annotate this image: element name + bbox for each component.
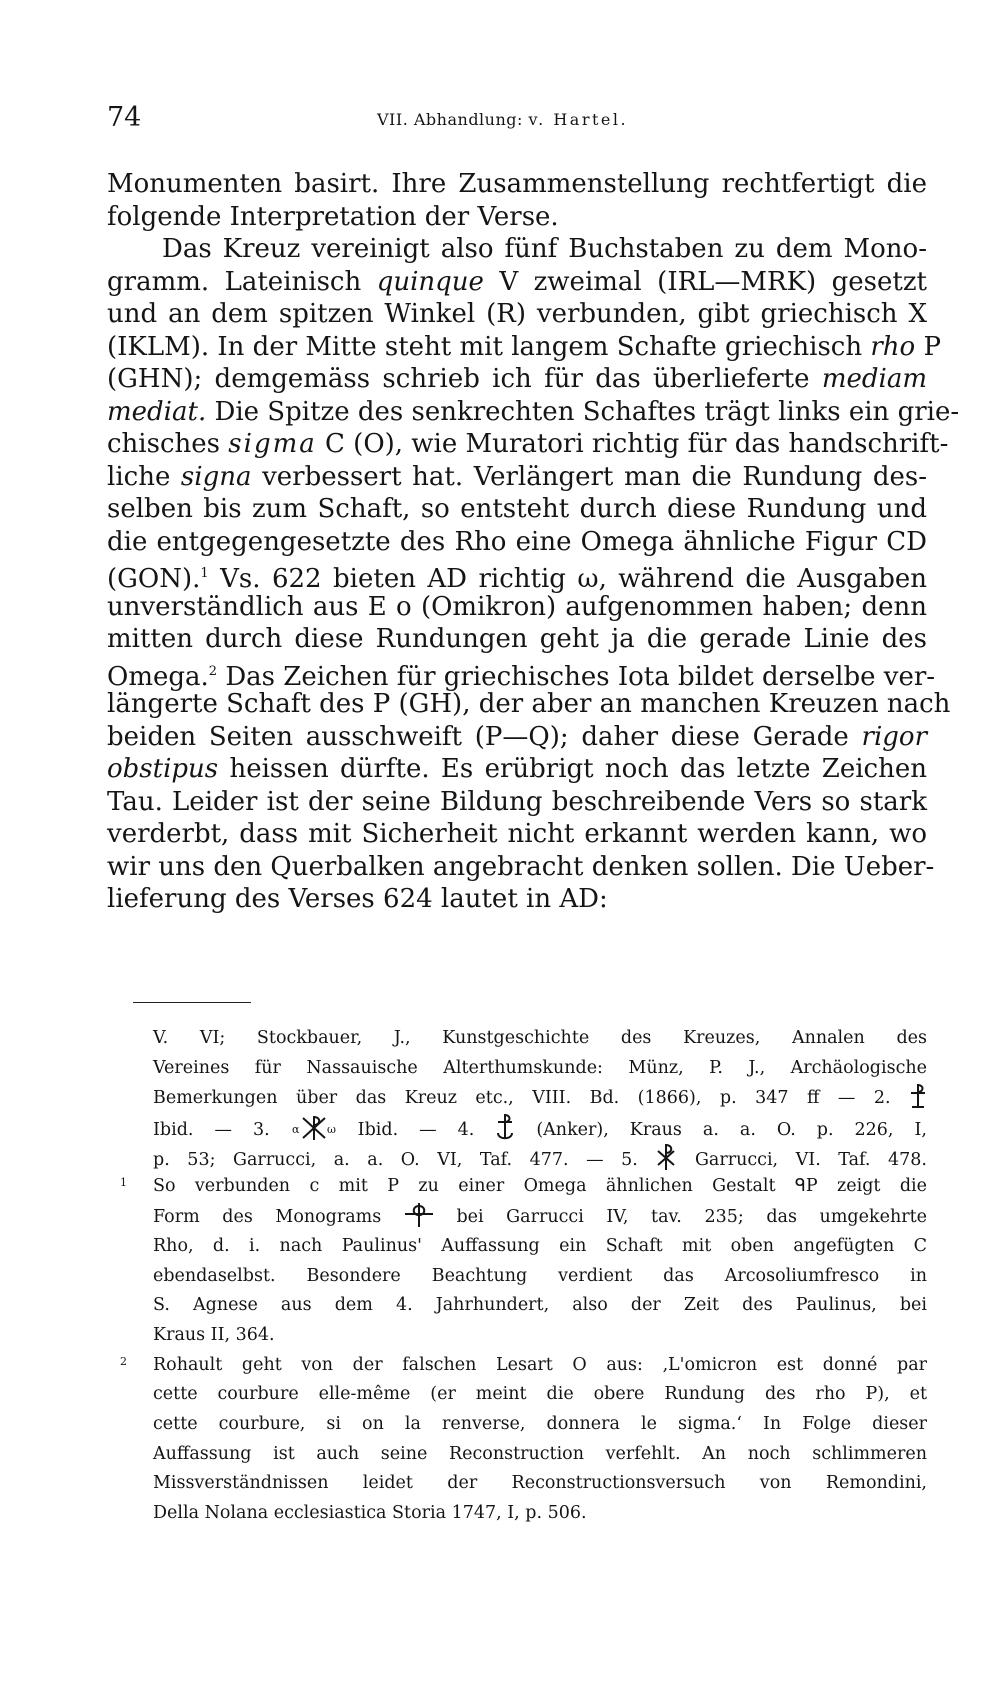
page-header [107,102,927,142]
italic-run: mediat. [107,396,207,427]
italic-run: signa [180,461,252,492]
italic-run: mediam [821,364,928,394]
text-run: Form des Monograms [153,1207,382,1228]
body-line [107,396,960,429]
body-line: mitten durch diese Rundungen geht ja die gerade Linie des [107,624,927,654]
italic-run: sigma [228,429,317,459]
running-head-author: v. Hartel. [528,110,629,129]
text-run: (IKLM). In der Mitte steht mit langem Schafte griechisch [107,331,863,362]
text-run: chisches [107,429,221,459]
note-line: cette courbure, si on la renverse, donnera le sigma.‘ In Folge dieser [153,1413,927,1434]
running-head-prefix: VII. Abhandlung: [377,110,523,129]
body-line: lieferung des Verses 624 lautet in AD: [107,884,608,914]
svg-text:α: α [291,1123,300,1137]
note-line: Missverständnissen leidet der Reconstructionsversuch von Remondini, [153,1473,927,1494]
body-line: die entgegengesetzte des Rho eine Omega ähnliche Figur CD [107,526,927,557]
note-line: Kraus II, 364. [153,1324,275,1345]
note-line: Rho, d. i. nach Paulinus' Auffassung ein Schaft mit oben angefügten C [153,1235,927,1256]
body-line: unverständlich aus E o (Omikron) aufgenommen haben; denn [107,591,927,622]
body-line [107,721,927,754]
text-run: Rohault geht von der falschen Lesart O aus: ‚L'omicron est donné par [153,1354,927,1375]
text-run: Omega. [107,661,209,692]
body-line: wir uns den Querbalken angebracht denken sollen. Die Ueber- [107,851,935,882]
anchor-monogram-icon [495,1113,515,1141]
chi-rho-monogram-icon [655,1143,677,1171]
body-line: Tau. Leider ist der seine Bildung beschreibende Vers so stark [107,786,927,817]
text-run: So verbunden c mit P zu einer Omega ähnlichen Gestalt ᑫP zeigt die [153,1176,927,1197]
footnote-marker: 1 [120,1176,127,1190]
body-line [107,363,927,396]
footnotes [120,1024,927,1529]
chi-rho-alpha-omega-monogram-icon [291,1115,337,1141]
body-line: längerte Schaft des P (GH), der aber an manchen Kreuzen nach [107,689,951,719]
text-run: Ibid. — 4. [357,1120,475,1141]
text-run: P [923,331,941,362]
body-line [107,558,928,594]
footnote-ref: 2 [208,663,218,679]
note-line [120,1351,927,1381]
page-number: 74 [107,102,142,133]
body-line: verderbt, dass mit Sicherheit nicht erkannt werden kann, wo [107,819,927,849]
rho-cross-monogram-icon [404,1202,434,1228]
note-line [120,1083,927,1113]
note-line [120,1143,927,1173]
footnote-ref: 1 [200,566,209,581]
text-run: Das Zeichen für griechisches Iota bildet derselbe ver- [225,661,936,692]
body-line [107,266,927,299]
svg-text:ω: ω [326,1123,336,1137]
body-text [107,168,960,916]
footnote-marker: 2 [120,1354,127,1368]
text-run: beiden Seiten ausschweift (P—Q); daher diese Gerade [107,721,849,752]
text-run: p. 53; Garrucci, a. a. O. VI, Taf. 477. — 5. [153,1149,638,1170]
body-line: folgende Interpretation der Verse. [107,201,559,232]
text-run: (GHN); demgemäss schrieb ich für das überlieferte [107,364,810,394]
italic-run: rho [870,331,916,362]
note-line [120,1172,927,1202]
note-line: Auffassung ist auch seine Reconstruction verfehlt. An noch schlimmeren [153,1443,927,1464]
note-line: Vereines für Nassauische Alterthumskunde: Münz, P. J., Archäologische [153,1057,927,1078]
text-run: C (O), wie Muratori richtig für das handschrift- [325,429,949,459]
text-run: (Anker), Kraus a. a. O. p. 226, I, [536,1120,927,1141]
running-head [377,110,628,129]
italic-run: obstipus [107,754,219,784]
note-line: Della Nolana ecclesiastica Storia 1747, I, p. 506. [153,1503,587,1523]
text-run: Die Spitze des senkrechten Schaftes trägt links ein grie- [214,396,960,427]
italic-run: quinque [376,266,484,297]
text-run: Bemerkungen über das Kreuz etc., VIII. Bd. (1866), p. 347 ff — 2. [153,1088,891,1109]
text-run: verbessert hat. Verlängert man die Rundung des- [262,461,927,492]
text-run: liche [107,461,171,492]
body-line [107,331,941,364]
body-line: Das Kreuz vereinigt also fünf Buchstaben zu dem Mono- [162,234,927,264]
text-run: Vs. 622 bieten AD richtig ω, während die Ausgaben [220,564,928,594]
footnote-rule [133,1002,251,1003]
anchor-cross-monogram-icon [909,1083,927,1109]
body-line: Monumenten basirt. Ihre Zusammenstellung rechtfertigt die [107,169,927,199]
note-line: cette courbure elle-même (er meint die obere Rundung des rho P), et [153,1384,927,1405]
body-line: selben bis zum Schaft, so entsteht durch diese Rundung und [107,494,927,524]
note-line: S. Agnese aus dem 4. Jahrhundert, also der Zeit des Paulinus, bei [153,1295,927,1316]
text-run: Ibid. — 3. [153,1120,270,1141]
body-line [107,753,927,786]
note-line: ebendaselbst. Besondere Beachtung verdient das Arcosoliumfresco in [153,1265,927,1286]
text-run: heissen dürfte. Es erübrigt noch das letzte Zeichen [229,754,927,784]
body-line [107,428,949,461]
body-line: und an dem spitzen Winkel (R) verbunden, gibt griechisch X [107,299,927,329]
note-line: V. VI; Stockbauer, J., Kunstgeschichte des Kreuzes, Annalen des [153,1028,927,1048]
body-line [107,461,927,494]
body-line [107,656,936,692]
text-run: gramm. Lateinisch [107,266,362,297]
note-line [120,1113,927,1143]
note-line [120,1202,927,1232]
text-run: V zweimal (IRL—MRK) gesetzt [499,266,928,297]
text-run: (GON). [107,564,201,594]
text-run: Garrucci, VI. Taf. 478. [694,1149,927,1170]
italic-run: rigor [861,721,928,752]
text-run: bei Garrucci IV, tav. 235; das umgekehrte [456,1207,927,1228]
